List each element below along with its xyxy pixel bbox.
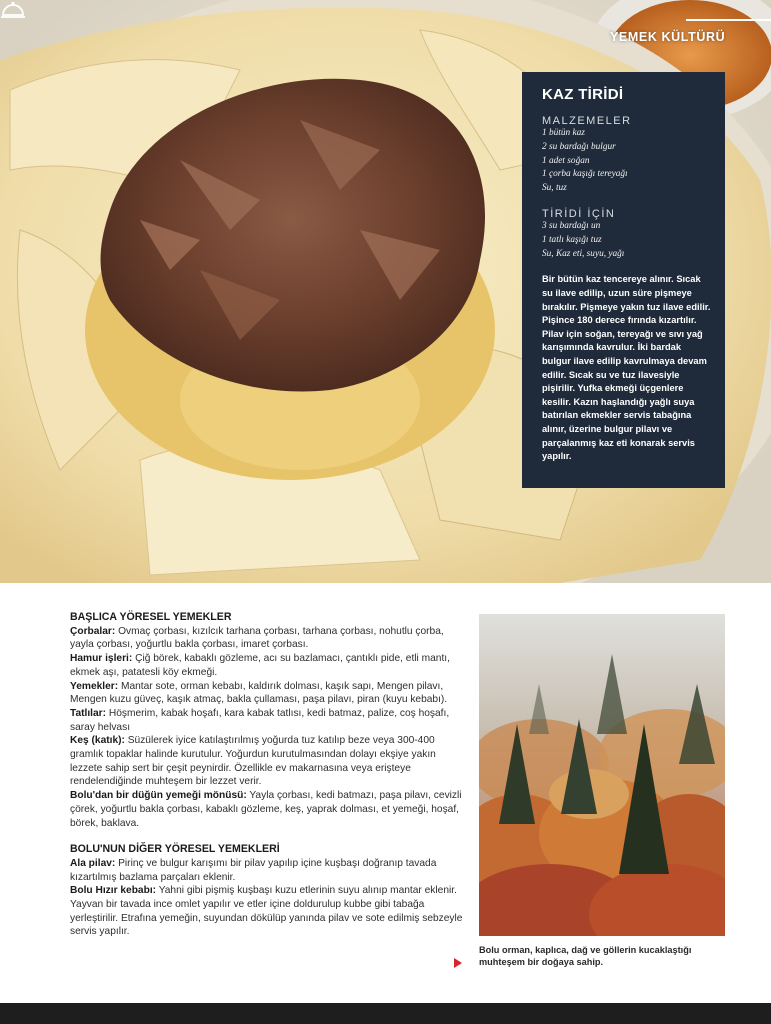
tirit-ingredient-item: 1 tatlı kaşığı tuz	[542, 234, 602, 245]
regional-item-text: Mantar sote, orman kebabı, kaldırık dolması, kaşık sapı, Mengen pilavı, Mengen kuzu güveç, kaşık atmaç, bakla çullaması, paşa pilavı, piran (kuyu kebabı).	[70, 680, 448, 706]
regional-item-label: Tatlılar:	[70, 707, 107, 719]
cloche-icon	[0, 0, 26, 20]
ingredient-item: 1 bütün kaz	[542, 128, 585, 138]
ingredient-item: Su, tuz	[542, 183, 567, 194]
forest-photo	[479, 614, 725, 936]
other-item-text: Yahni gibi pişmiş kuşbaşı kuzu etlerinin suyu alınıp mantar eklenir. Yayvan bir tavada ince omlet yapılır ve etler içine doldurulup kubbe gibi tabağa yerleştirilir. Etrafına yemeğin, suyundan dökülüp yanında pilav ve sote edilmiş sebzeyle servis yapılır.	[70, 885, 463, 938]
photo-caption: Bolu orman, kaplıca, dağ ve göllerin kucaklaştığı muhteşem bir doğaya sahip.	[479, 945, 692, 967]
regional-item	[70, 734, 464, 789]
regional-item-text: Höşmerim, kabak hoşafı, kara kabak tatlısı, kedi batmaz, palize, coş hoşafı, saray helvası	[70, 707, 450, 733]
section-rule	[686, 19, 771, 21]
article-end-marker	[454, 958, 462, 968]
other-dishes-heading: BOLU'NUN DİĞER YÖRESEL YEMEKLERİ	[70, 843, 280, 856]
article-body	[70, 611, 464, 939]
ingredient-item: 1 adet soğan	[542, 155, 590, 166]
other-item-text: Pirinç ve bulgur karışımı bir pilav yapılıp içine kuşbaşı doğranıp tavada kızartılmış bazlama parçaları eklenir.	[70, 857, 437, 883]
regional-item-text: Yayla çorbası, kedi batmazı, paşa pilavı, cevizli çörek, yoğurtlu bakla çorbası, kabaklı gözleme, keş, yaprak dolması, et yemeği, hoşaf, börek, baklava.	[70, 790, 462, 829]
forest-illustration	[479, 614, 725, 936]
other-item-label: Bolu Hızır kebabı:	[70, 885, 157, 897]
section-spacer	[70, 830, 464, 843]
regional-item-label: Keş (katık):	[70, 735, 125, 747]
regional-item-label: Yemekler:	[70, 680, 119, 692]
regional-item-text: Süzülerek iyice katılaştırılmış yoğurda tuz katılıp beze veya 300-400 gramlık topaklar halinde kurutulur. Yoğurdun kurutulmasından dolayı ekşiye yakın lezzete sahip sert bir çeşit peynirdir. Özellikle ev makarnasına veya erişteye rendelendiğinde muhteşem bir lezzet verir.	[70, 735, 436, 788]
recipe-title: KAZ TİRİDİ	[542, 86, 624, 103]
regional-item	[70, 625, 464, 652]
regional-item	[70, 789, 464, 830]
ingredient-item: 2 su bardağı bulgur	[542, 141, 616, 152]
tirit-ingredient-item: Su, Kaz eti, suyu, yağı	[542, 248, 625, 259]
regional-dishes-heading: BAŞLICA YÖRESEL YEMEKLER	[70, 611, 232, 623]
regional-item-text: Çiğ börek, kabaklı gözleme, acı su bazlamacı, çantıklı pide, etli mantı, ekmek aşı, patatesli köy ekmeği.	[70, 653, 450, 678]
footer-bar	[0, 1003, 771, 1024]
other-item	[70, 857, 464, 884]
regional-item	[70, 707, 464, 734]
regional-item-text: Ovmaç çorbası, kızılcık tarhana çorbası, tarhana çorbası, nohutlu çorba, yayla çorbası, yoğurtlu bakla çorbası, imaret çorbası.	[70, 625, 444, 651]
regional-item-label: Hamur işleri:	[70, 653, 133, 665]
tirit-heading: TİRİDİ İÇİN	[542, 207, 616, 220]
regional-item	[70, 680, 464, 707]
regional-item-label: Çorbalar:	[70, 625, 116, 637]
recipe-instructions: Bir bütün kaz tencereye alınır. Sıcak su ilave edilip, uzun süre pişmeye bırakılır. Pişmeye yakın tuz ilave edilir. Pişince 180 derece fırında kızartılır. Pilav için soğan, tereyağı ve sıvı yağ karışımında kavrulur. İki bardak bulgur ilave edilip kavrulmaya devam edilir. Sıcak su ve tuz ilavesiyle pişirilir. Yufka ekmeği üçgenlere kesilir. Kazın haşlandığı yağlı suya batırılan ekmekler servis tabağına alınır, üzerine bulgur pilavı ve parçalanmış kaz eti konarak servis yapılır.	[542, 274, 711, 462]
other-item	[70, 884, 464, 939]
tirit-ingredients-list	[542, 220, 711, 261]
regional-item-label: Bolu'dan bir düğün yemeği mönüsü:	[70, 790, 247, 802]
regional-item	[70, 652, 464, 679]
recipe-card	[522, 72, 725, 488]
tirit-ingredient-item: 3 su bardağı un	[542, 220, 601, 231]
other-item-label: Ala pilav:	[70, 857, 116, 869]
ingredients-list	[542, 127, 711, 196]
section-label: YEMEK KÜLTÜRÜ	[610, 30, 726, 44]
ingredients-heading: MALZEMELER	[542, 115, 632, 127]
ingredient-item: 1 çorba kaşığı tereyağı	[542, 169, 628, 180]
